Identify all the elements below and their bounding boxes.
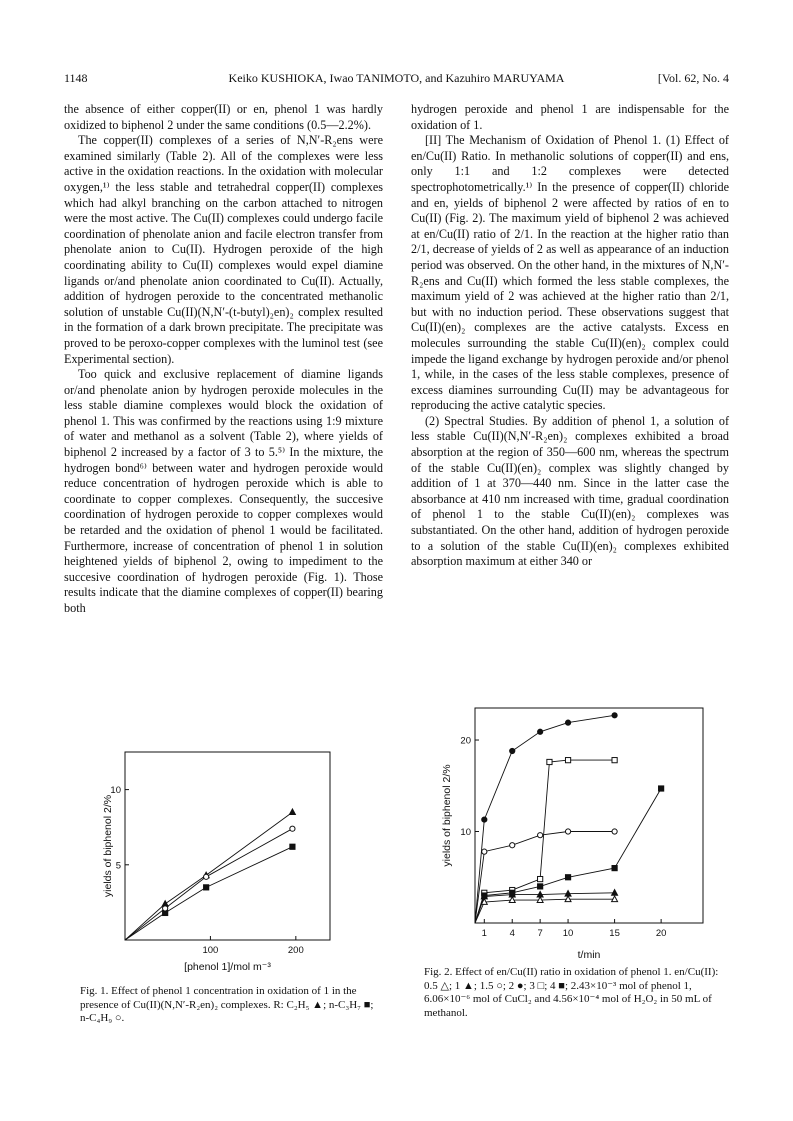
data-point [612, 713, 617, 718]
data-point [163, 906, 168, 911]
data-point [538, 884, 543, 889]
figure-1 [100, 740, 340, 980]
data-point [482, 849, 487, 854]
x-tick-label: 7 [537, 928, 543, 939]
data-point [538, 729, 543, 734]
y-axis-label: yields of biphenol 2/% [102, 794, 114, 898]
x-tick-label: 100 [202, 945, 219, 956]
data-point [565, 829, 570, 834]
series-line [125, 847, 292, 940]
running-header [64, 71, 729, 87]
y-axis-label: yields of biphenol 2/% [441, 764, 453, 867]
data-point [659, 786, 664, 791]
data-point [290, 844, 295, 849]
paragraph: (2) Spectral Studies. By addition of phenol 1, a solution of less stable Cu(II)(N,N′-R₂en)₂ complexes exhibited a broad absorption at the region of 350—600 nm, whereas the spectrum of the stable Cu(II)(en)₂ complex was slightly changed by addition of 1 at 370—440 nm. Since in the latter case the absorbance at 410 nm increased with time, gradual coordination of phenol 1 to the stable Cu(II)(en)₂ complexes was substantiated. On the other hand, addition of hydrogen peroxide to a solution of the stable Cu(II)(en)₂ complexes exhibited absorption maximum at either 340 or [411, 413, 729, 569]
x-tick-label: 200 [287, 945, 304, 956]
right-column [411, 102, 729, 570]
paragraph: hydrogen peroxide and phenol 1 are indispensable for the oxidation of 1. [411, 102, 729, 132]
data-point [510, 843, 515, 848]
x-axis-label: t/min [577, 949, 601, 961]
paragraph: The copper(II) complexes of a series of N,N′-R₂ens were examined similarly (Table 2). All of the complexes were less active in the oxidation reactions. In the oxidation with molecular oxygen,¹⁾ the less stable and tetrahedral copper(II) complexes which had alkyl branching on the carbon attached to nitrogen were the most active. The Cu(II) complexes could undergo facile coordination of phenolate anion and facile electron transfer from phenolate anion to Cu(II). Hydrogen peroxide of the high coordinating ability to Cu(II) complexes would expel diamine ligands or/and phenolate anion coordinated to Cu(II). Actually, addition of hydrogen peroxide to the concentrated methanolic solution of unstable Cu(II)(N,N′-(t-butyl)₂en)₂ complex resulted in the formation of a dark brown precipitate. The precipitate was proved to be peroxo-copper complexes with the luminol test (see Experimental section). [64, 133, 383, 366]
x-axis-label: [phenol 1]/mol m⁻³ [184, 961, 271, 973]
page-number: 1148 [64, 71, 88, 85]
x-tick-label: 1 [481, 928, 487, 939]
series-line [475, 789, 661, 924]
data-point [290, 826, 295, 831]
data-point [565, 875, 570, 880]
data-point [565, 758, 570, 763]
series-line [475, 893, 615, 923]
volume-info: [Vol. 62, No. 4 [657, 71, 729, 85]
x-tick-label: 10 [562, 928, 574, 939]
series-line [475, 832, 615, 924]
data-point [565, 720, 570, 725]
data-point [612, 758, 617, 763]
figure-1-caption: Fig. 1. Effect of phenol 1 concentration in oxidation of 1 in the presence of Cu(II)(N,N′-R₂en)₂ complexes. R: C₂H₅ ▲; n-C₃H₇ ■; n-C₄H₉ ○. [80, 985, 374, 1025]
left-column [64, 102, 383, 617]
data-point [204, 885, 209, 890]
data-point [612, 829, 617, 834]
data-point [538, 833, 543, 838]
x-tick-label: 4 [509, 928, 515, 939]
running-authors: Keiko KUSHIOKA, Iwao TANIMOTO, and Kazuhiro MARUYAMA [228, 71, 565, 85]
y-tick-label: 5 [115, 860, 121, 872]
figure-2 [430, 698, 710, 963]
data-point [547, 759, 552, 764]
paragraph: Too quick and exclusive replacement of diamine ligands or/and phenolate anion by hydrogen peroxide molecules in the less stable diamine complexes would block the oxidation of phenol 1. This was confirmed by the reactions using 1:9 mixture of water and methanol as a solvent (Table 2), where yields of biphenol 2 increased by a factor of 3 to 5.⁵⁾ In the mixture, the hydrogen bond⁶⁾ between water and hydrogen peroxide would reduce concentration of hydrogen peroxide which is able to coordinate to copper complexes. Consequently, the succesive coordination of hydrogen peroxide to copper complexes would be retarded and the oxidation of phenol 1 would be facilitated. Furthermore, increase of concentration of phenol 1 in solution heightened yields of biphenol 2, owing to impediment to the succesive coordination of hydrogen peroxide (Fig. 1). Those results indicate that the diamine complexes of copper(II) bearing both [64, 367, 383, 615]
data-point [482, 817, 487, 822]
y-tick-label: 10 [460, 827, 471, 839]
data-point [510, 890, 515, 895]
data-point [204, 874, 209, 879]
x-tick-label: 20 [655, 928, 667, 939]
series-line [475, 760, 615, 923]
x-tick-label: 15 [609, 928, 620, 939]
y-tick-label: 20 [460, 735, 471, 747]
figure-2-chart [430, 698, 710, 963]
data-point [482, 893, 487, 898]
y-tick-label: 10 [110, 785, 121, 797]
data-point [538, 876, 543, 881]
series-line [475, 899, 615, 923]
data-point [289, 809, 295, 815]
figure-1-chart [100, 740, 340, 980]
data-point [612, 866, 617, 871]
figure-2-caption: Fig. 2. Effect of en/Cu(II) ratio in oxidation of phenol 1. en/Cu(II): 0.5 △; 1 ▲; 1.5 ○; 2 ●; 3 □; 4 ■; 2.43×10⁻³ mol of phenol 1, 6.06×10⁻⁶ mol of CuCl₂ and 4.56×10⁻⁴ mol of H₂O₂ in 50 mL of methanol. [424, 966, 719, 1019]
data-point [510, 748, 515, 753]
paragraph: the absence of either copper(II) or en, phenol 1 was hardly oxidized to biphenol 2 under the same conditions (0.5—2.2%). [64, 102, 383, 132]
paragraph: [II] The Mechanism of Oxidation of Phenol 1. (1) Effect of en/Cu(II) Ratio. In methanolic solutions of copper(II) and ens, only 1:1 and 1:2 complexes were detected spectrophotometrically.¹⁾ In the presence of copper(II) chloride and en, yields of biphenol 2 were affected by ratios of en to Cu(II) (Fig. 2). The maximum yield of biphenol 2 was achieved at en/Cu(II) ratio of 2/1. In the reaction at the higher ratio than 2/1, decrease of yields of 2 as well as appearance of an induction period was observed. On the other hand, in the mixtures of N,N′-R₂ens and Cu(II) which formed the less stable complexes, the maximum yield of 2 was achieved at the higher ratio than 2/1, but with no induction period. These observations suggest that Cu(II)(en)₂ complexes are the active catalysts. Excess en molecules surrounding the stable Cu(II)(en)₂ complex could impede the ligand exchange by hydrogen peroxide and/or phenol 1, while, in the cases of the less stable complexes, presence of excess diamines surrounding Cu(II) may be advantageous for reproducing the active catalytic species. [411, 133, 729, 413]
